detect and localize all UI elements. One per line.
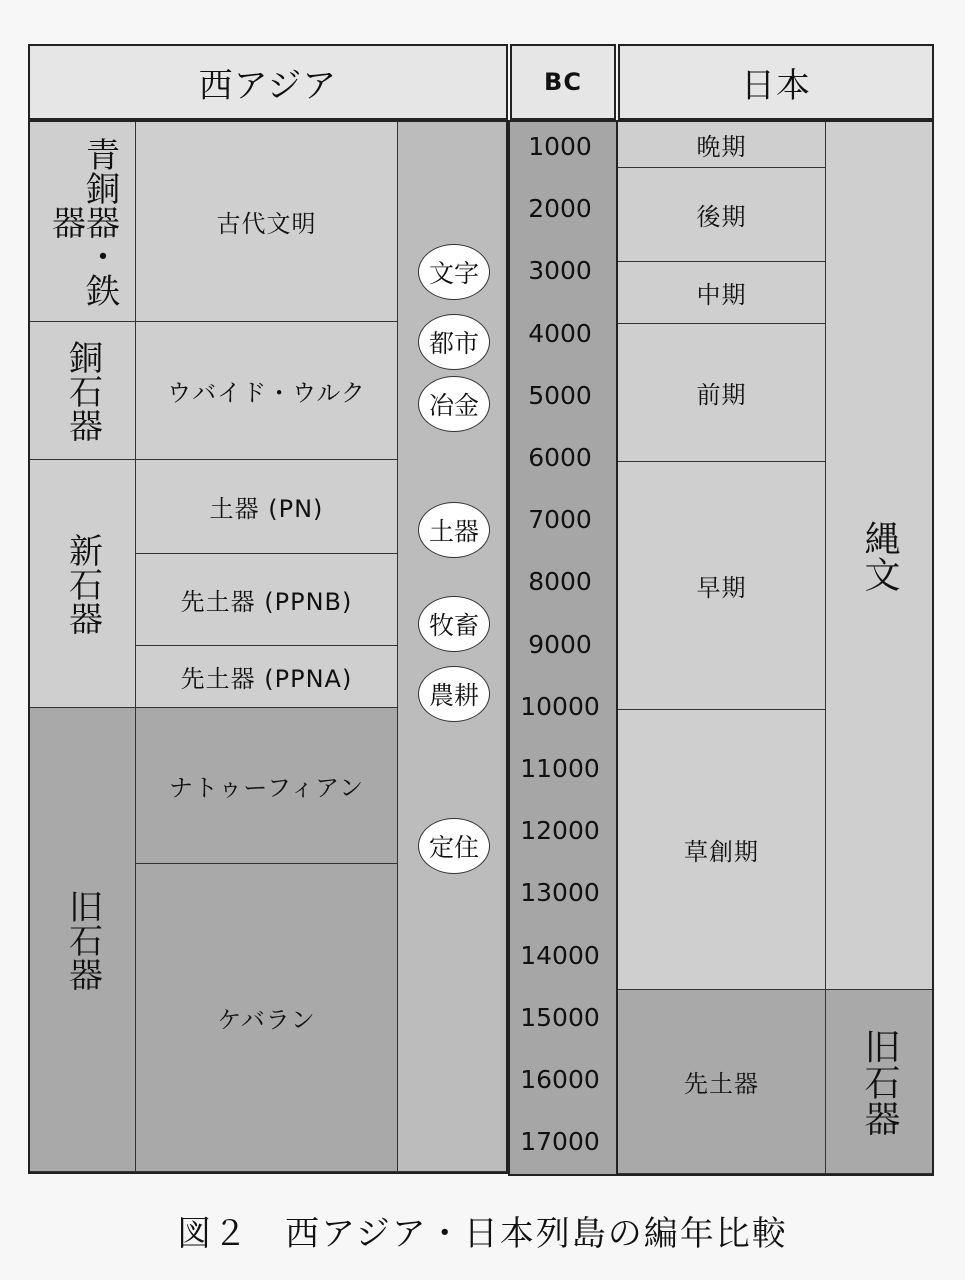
period-final-label: 晩期 [696,133,747,161]
culture-pn [136,460,398,554]
year-label: 1000 [528,132,592,161]
year-label: 11000 [520,754,600,783]
period-incipient [618,710,826,990]
period-preceramic [618,990,826,1174]
culture-pn-label: 土器 (PN) [209,495,324,523]
year-label: 3000 [528,256,592,286]
period-final [618,122,826,168]
year-label: 15000 [520,1002,600,1032]
year-label: 4000 [528,318,592,348]
period-late [618,168,826,262]
culture-kebaran-label: ケバラン [217,1006,316,1034]
innovation-agriculture [418,666,490,722]
innovation-pastoralism-label: 牧畜 [428,611,479,640]
year-label: 13000 [520,878,600,908]
culture-natufian [136,708,398,864]
era-chalcolithic-label: 銅石器 [62,339,103,442]
period-early [618,324,826,462]
innovation-writing [418,244,490,300]
era-jomon-label: 縄文 [859,519,900,592]
year-label: 17000 [520,1127,600,1157]
era-paleolithic-label: 旧石器 [62,888,103,991]
period-middle-label: 中期 [696,281,747,309]
culture-ancient-civilization [136,122,398,322]
period-late-label: 後期 [696,203,747,231]
year-label: 6000 [528,443,592,472]
year-label: 10000 [520,691,600,721]
era-jomon [826,122,932,990]
era-paleolithic [30,708,136,1172]
period-middle [618,262,826,324]
period-preceramic-label: 先土器 [684,1070,759,1098]
year-label: 14000 [520,940,600,970]
era-jp-paleolithic-label: 旧石器 [859,1027,900,1136]
innovation-pastoralism [418,596,490,652]
period-incipient-label: 草創期 [684,838,759,866]
culture-ppnb [136,554,398,646]
header-bc-label: BC [544,68,582,96]
culture-ubaid-uruk-label: ウバイド・ウルク [167,379,366,407]
innovation-sedentism [418,818,490,874]
era-bronze-iron [30,122,136,322]
year-label: 9000 [528,629,592,659]
figure-caption: 図２ 西アジア・日本列島の編年比較 [177,1214,788,1254]
era-jp-paleolithic [826,990,932,1174]
header-japan [618,44,934,120]
period-initial [618,462,826,710]
innovation-pottery [418,502,490,558]
innovation-pottery-label: 土器 [428,517,479,546]
period-initial-label: 早期 [696,574,747,602]
era-neolithic-label: 新石器 [62,532,103,635]
period-early-label: 前期 [696,381,747,409]
innovation-agriculture-label: 農耕 [428,681,479,710]
innovation-sedentism-label: 定住 [428,833,479,862]
culture-natufian-label: ナトゥーフィアン [168,774,365,802]
innovation-metallurgy-label: 冶金 [428,391,479,420]
year-label: 5000 [528,380,592,410]
year-label: 12000 [520,816,600,846]
innovation-writing-label: 文字 [428,259,479,288]
era-bronze-iron-label: 青銅器・鉄器 [45,136,120,307]
year-label: 2000 [528,194,592,224]
header-west-asia [28,44,508,120]
year-label: 7000 [528,505,592,535]
era-neolithic [30,460,136,708]
culture-ppna [136,646,398,708]
innovation-city-label: 都市 [428,329,479,358]
culture-ancient-civilization-label: 古代文明 [216,210,317,238]
culture-kebaran [136,864,398,1172]
header-bc [510,44,616,120]
header-west-asia-label: 西アジア [198,65,338,106]
culture-ppnb-label: 先土器 (PPNB) [180,588,353,616]
innovation-city [418,314,490,370]
era-chalcolithic [30,322,136,460]
year-label: 16000 [520,1065,600,1094]
culture-ppna-label: 先土器 (PPNA) [180,665,353,693]
header-japan-label: 日本 [741,65,811,106]
culture-ubaid-uruk [136,322,398,460]
year-label: 8000 [528,567,592,597]
innovation-metallurgy [418,376,490,432]
